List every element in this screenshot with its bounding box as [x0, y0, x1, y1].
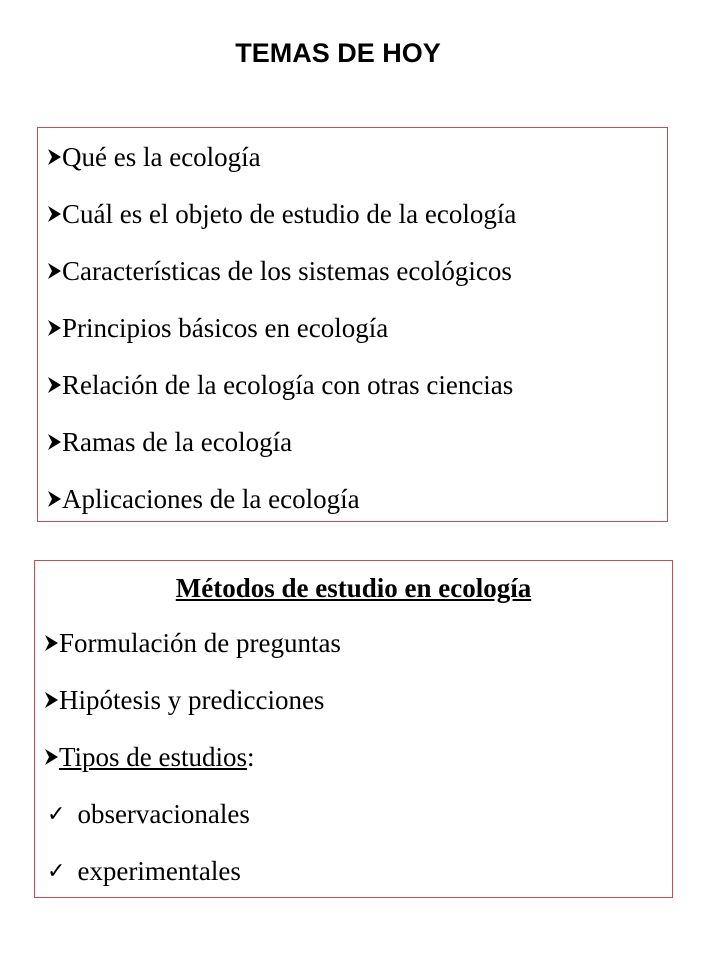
topic-text: Aplicaciones de la ecología — [62, 484, 360, 514]
arrow-bullet-icon — [48, 263, 61, 279]
methods-box — [34, 560, 673, 898]
list-item — [48, 142, 261, 172]
method-text: Hipótesis y predicciones — [59, 685, 325, 715]
list-item — [48, 256, 512, 286]
list-item — [48, 370, 513, 400]
topic-text: Qué es la ecología — [62, 142, 261, 172]
checkmark-icon: ✓ — [47, 801, 66, 826]
methods-heading: Métodos de estudio en ecología — [175, 573, 532, 603]
arrow-bullet-icon — [48, 377, 61, 393]
topic-text: Ramas de la ecología — [62, 427, 293, 457]
arrow-bullet-icon — [48, 206, 61, 222]
topic-text: Relación de la ecología con otras ciencias — [62, 370, 514, 400]
arrow-bullet-icon — [45, 749, 58, 765]
sub-item-text: observacionales — [77, 799, 250, 829]
study-types-suffix: : — [247, 742, 255, 772]
list-item — [45, 742, 255, 772]
list-item — [45, 799, 250, 829]
list-item — [48, 484, 360, 514]
list-item — [45, 685, 324, 715]
page-title: TEMAS DE HOY — [235, 38, 441, 68]
method-text: Formulación de preguntas — [59, 628, 341, 658]
list-item — [48, 427, 292, 457]
arrow-bullet-icon — [48, 491, 61, 507]
list-item — [45, 628, 341, 658]
checkmark-icon: ✓ — [47, 858, 66, 883]
topics-box — [37, 127, 668, 522]
list-item — [45, 856, 241, 886]
sub-item-text: experimentales — [77, 856, 241, 886]
arrow-bullet-icon — [45, 692, 58, 708]
arrow-bullet-icon — [48, 434, 61, 450]
topic-text: Características de los sistemas ecológicos — [62, 256, 512, 286]
topic-text: Principios básicos en ecología — [62, 313, 389, 343]
arrow-bullet-icon — [48, 320, 61, 336]
arrow-bullet-icon — [48, 149, 61, 165]
arrow-bullet-icon — [45, 635, 58, 651]
list-item — [48, 313, 388, 343]
list-item — [48, 199, 516, 229]
study-types-label: Tipos de estudios — [59, 742, 248, 772]
topic-text: Cuál es el objeto de estudio de la ecología — [62, 199, 517, 229]
